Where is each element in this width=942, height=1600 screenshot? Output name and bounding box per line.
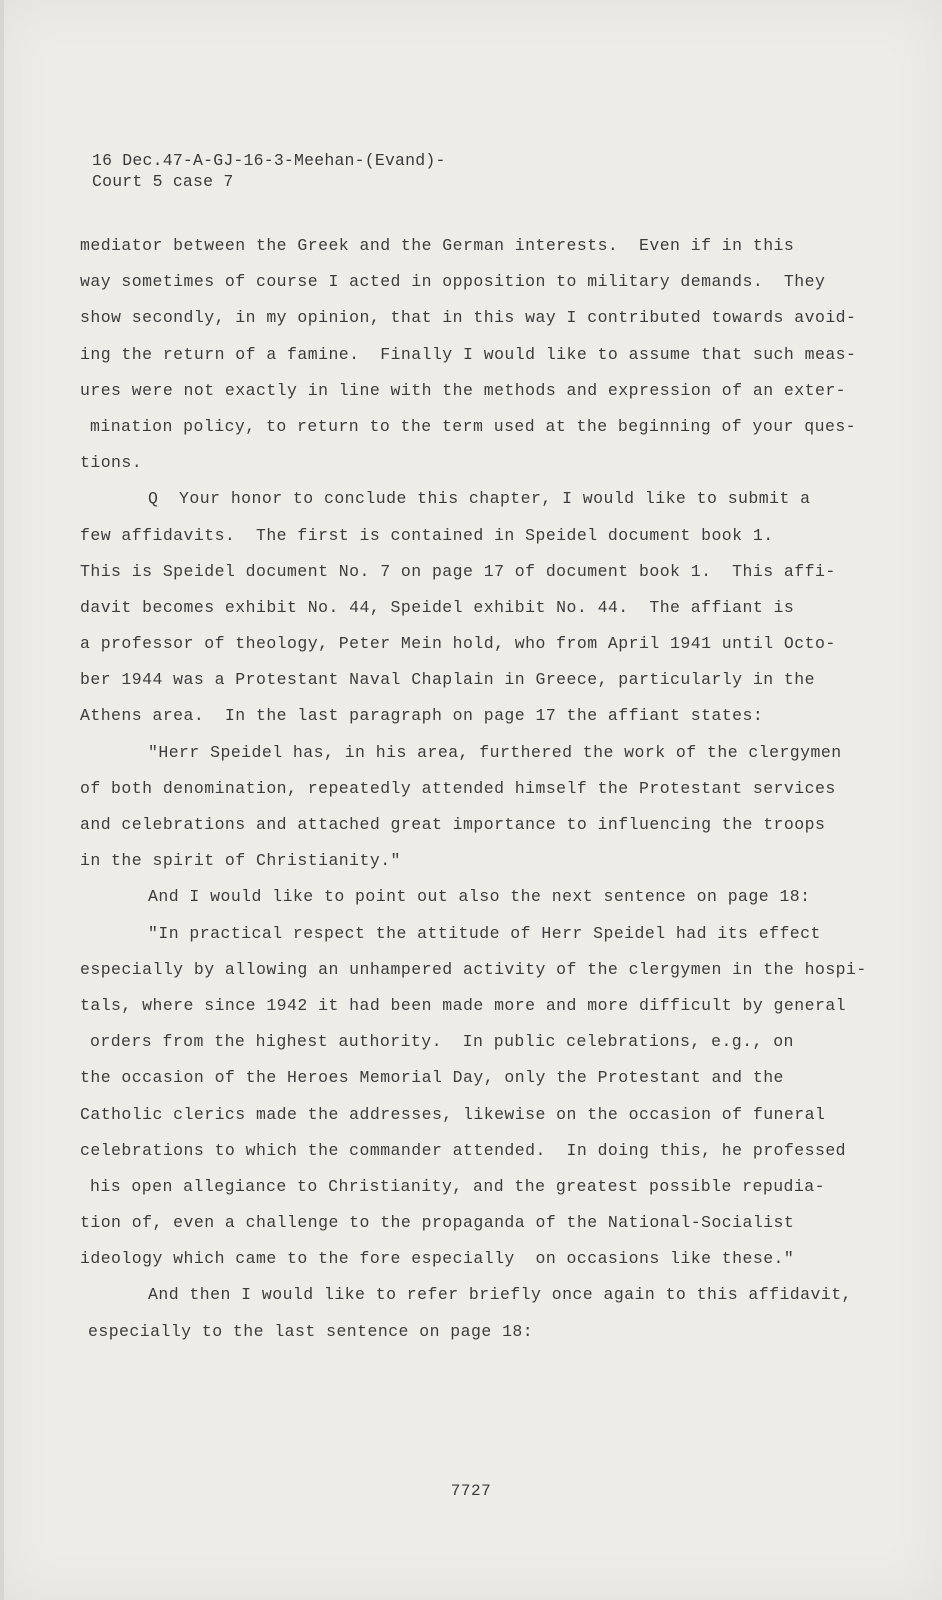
quote-line: in the spirit of Christianity." xyxy=(80,851,401,871)
quote-line: especially by allowing an unhampered activity of the clergymen in the hospi- xyxy=(80,959,867,979)
text-line: especially to the last sentence on page 18: xyxy=(88,1321,534,1341)
text-line: mediator between the Greek and the German interests. Even if in this xyxy=(80,236,795,255)
quote-line: Catholic clerics made the addresses, likewise on the occasion of funeral xyxy=(80,1104,826,1124)
text-line: ing the return of a famine. Finally I would like to assume that such meas- xyxy=(80,344,857,364)
quote-line: "Herr Speidel has, in his area, furthered the work of the clergymen xyxy=(148,742,842,762)
text-line: ber 1944 was a Protestant Naval Chaplain in Greece, particularly in the xyxy=(80,670,815,690)
page-number: 7727 xyxy=(450,1482,492,1500)
text-line: And then I would like to refer briefly once again to this affidavit, xyxy=(148,1285,852,1305)
text-line: a professor of theology, Peter Mein hold, who from April 1941 until Octo- xyxy=(80,634,836,654)
quote-line: "In practical respect the attitude of Herr Speidel had its effect xyxy=(148,923,821,943)
quote-line: tals, where since 1942 it had been made more and more difficult by general xyxy=(80,995,847,1015)
text-line: ures were not exactly in line with the methods and expression of an exter- xyxy=(80,380,847,400)
page-edge xyxy=(0,0,4,1600)
text-line: Athens area. In the last paragraph on page 17 the affiant states: xyxy=(80,706,764,726)
quote-line: celebrations to which the commander attended. In doing this, he professed xyxy=(80,1140,847,1160)
quote-line: the occasion of the Heroes Memorial Day, only the Protestant and the xyxy=(80,1068,784,1088)
document-header xyxy=(92,150,446,192)
header-line-1: 16 Dec.47-A-GJ-16-3-Meehan-(Evand)- xyxy=(92,151,446,170)
quote-line: orders from the highest authority. In public celebrations, e.g., on xyxy=(90,1032,794,1052)
text-line: And I would like to point out also the next sentence on page 18: xyxy=(148,887,811,907)
header-line-2: Court 5 case 7 xyxy=(92,172,234,191)
text-line: few affidavits. The first is contained in Speidel document book 1. xyxy=(80,525,774,545)
document-body xyxy=(80,228,870,1350)
text-line: show secondly, in my opinion, that in this way I contributed towards avoid- xyxy=(80,308,857,328)
quote-line: tion of, even a challenge to the propaganda of the National-Socialist xyxy=(80,1213,795,1233)
text-line: davit becomes exhibit No. 44, Speidel exhibit No. 44. The affiant is xyxy=(80,597,795,617)
quote-line: his open allegiance to Christianity, and the greatest possible repudia- xyxy=(90,1176,825,1196)
text-line: way sometimes of course I acted in opposition to military demands. They xyxy=(80,272,826,292)
quote-line: of both denomination, repeatedly attended himself the Protestant services xyxy=(80,778,836,798)
question-line: Q Your honor to conclude this chapter, I would like to submit a xyxy=(148,489,811,509)
quote-line: and celebrations and attached great importance to influencing the troops xyxy=(80,815,826,834)
text-line: tions. xyxy=(80,453,143,473)
text-line: This is Speidel document No. 7 on page 17 of document book 1. This affi- xyxy=(80,561,836,581)
quote-line: ideology which came to the fore especially on occasions like these." xyxy=(80,1249,795,1269)
text-line: mination policy, to return to the term used at the beginning of your ques- xyxy=(90,416,857,436)
